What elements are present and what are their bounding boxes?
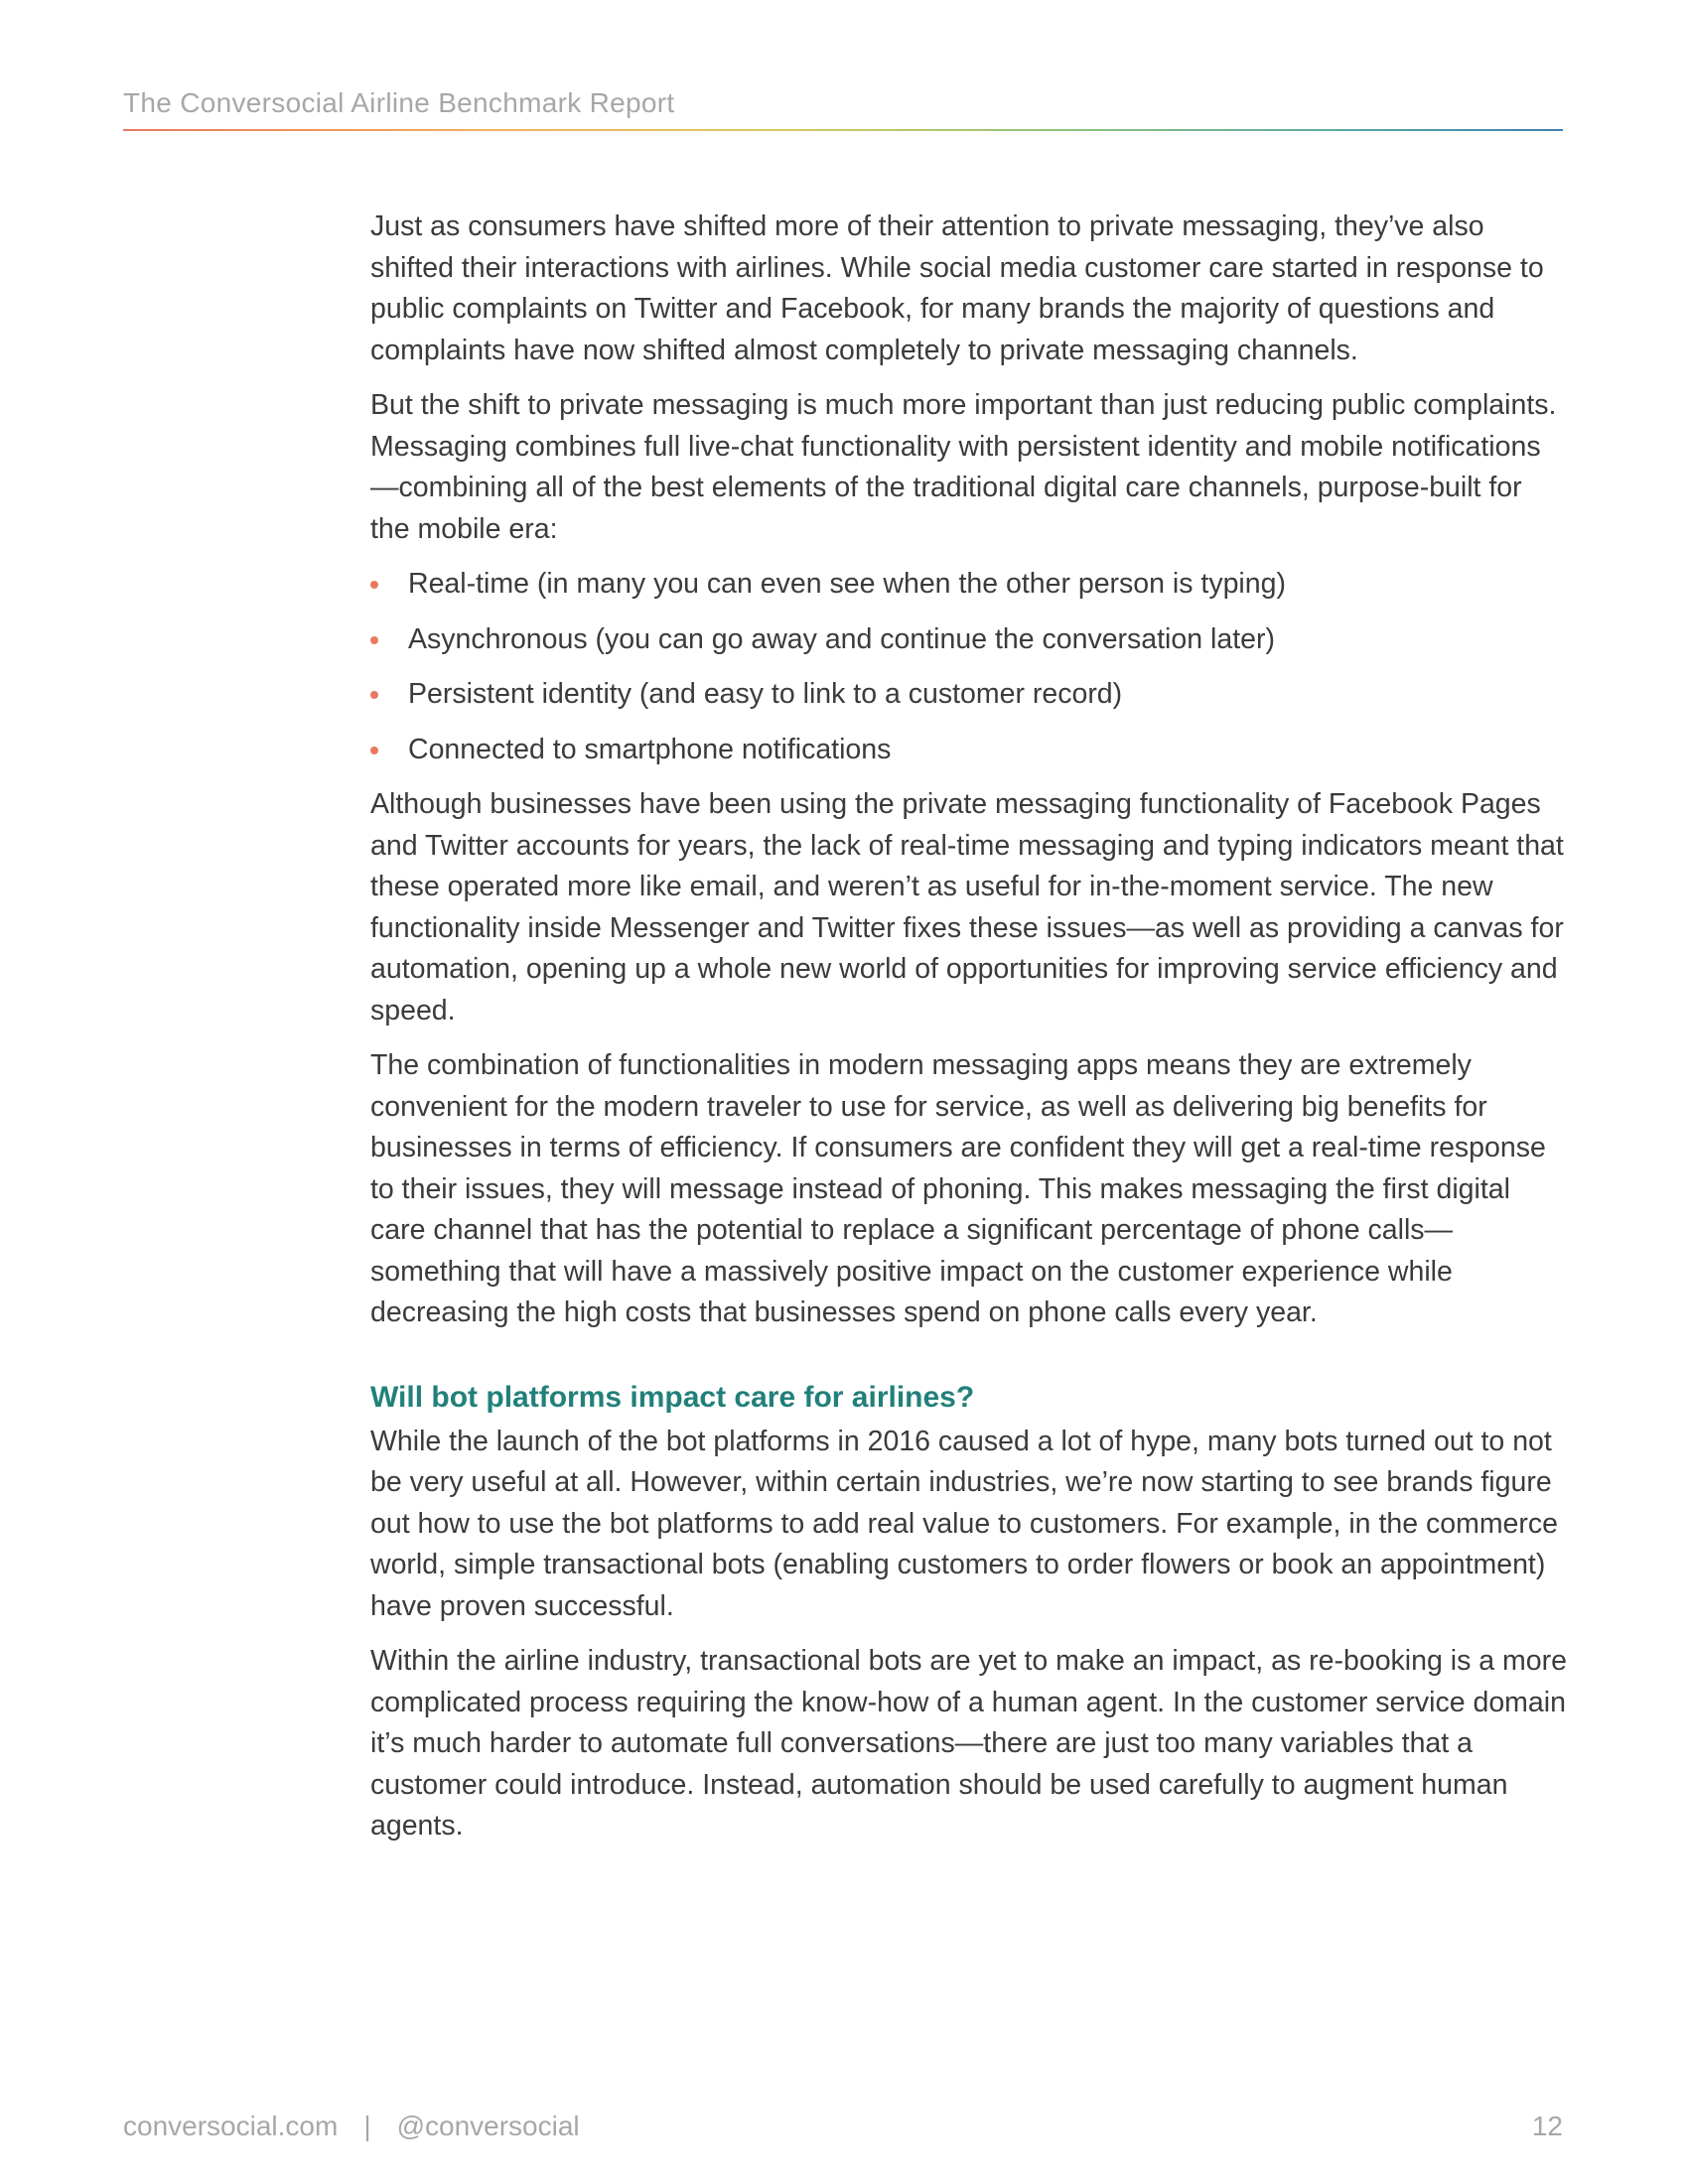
feature-list xyxy=(370,564,1567,770)
report-title: The Conversocial Airline Benchmark Report xyxy=(123,87,675,118)
bullet-icon xyxy=(370,747,378,754)
paragraph: Within the airline industry, transactional bots are yet to make an impact, as re-booking is a more complicated process requiring the know-how of a human agent. In the customer service domain it’s much harder to automate full conversations—there are just too many variables that a customer could introduce. Instead, automation should be used carefully to augment human agents. xyxy=(370,1645,1567,1842)
bullet-icon xyxy=(370,691,378,699)
header-divider xyxy=(123,129,1563,131)
website-link[interactable]: conversocial.com xyxy=(123,2111,339,2141)
list-item xyxy=(370,674,1567,716)
footer-links xyxy=(123,2107,580,2146)
paragraph: Just as consumers have shifted more of their attention to private messaging, they’ve also shifted their interactions with airlines. While social media customer care started in response to public complaints on Twitter and Facebook, for many brands the majority of questions and complaints have now shifted almost completely to private messaging channels. xyxy=(370,210,1544,366)
section-heading: Will bot platforms impact care for airlines? xyxy=(370,1380,975,1414)
bullet-icon xyxy=(370,581,378,589)
list-item xyxy=(370,730,1567,771)
social-handle-link[interactable]: @conversocial xyxy=(396,2111,580,2141)
paragraph: The combination of functionalities in modern messaging apps means they are extremely convenient for the modern traveler to use for service, as well as delivering big benefits for businesses in terms of efficiency. If consumers are confident they will get a real-time response to their issues, they will message instead of phoning. This makes messaging the first digital care channel that has the potential to replace a significant percentage of phone calls—something that will have a massively positive impact on the customer experience while decreasing the high costs that businesses spend on phone calls every year. xyxy=(370,1049,1546,1328)
list-item-text: Asynchronous (you can go away and continue the conversation later) xyxy=(408,622,1275,655)
main-content xyxy=(370,206,1567,1861)
footer-separator: | xyxy=(363,2111,371,2141)
page-number: 12 xyxy=(1531,2111,1563,2141)
paragraph: Although businesses have been using the private messaging functionality of Facebook Pages and Twitter accounts for years, the lack of real-time messaging and typing indicators meant that these operated more like email, and weren’t as useful for in-the-moment service. The new functionality inside Messenger and Twitter fixes these issues—as well as providing a canvas for automation, opening up a whole new world of opportunities for improving service efficiency and speed. xyxy=(370,788,1564,1026)
bullet-icon xyxy=(370,636,378,644)
paragraph: While the launch of the bot platforms in 2016 caused a lot of hype, many bots turned out to not be very useful at all. However, within certain industries, we’re now starting to see brands figure out how to use the bot platforms to add real value to customers. For example, in the commerce world, simple transactional bots (enabling customers to order flowers or book an appointment) have proven successful. xyxy=(370,1425,1558,1622)
list-item-text: Connected to smartphone notifications xyxy=(408,733,892,765)
list-item-text: Persistent identity (and easy to link to a customer record) xyxy=(408,678,1123,710)
paragraph: But the shift to private messaging is much more important than just reducing public complaints. Messaging combines full live-chat functionality with persistent identity and mobile notifications—combining all of the best elements of the traditional digital care channels, purpose-built for the mobile era: xyxy=(370,389,1557,545)
list-item xyxy=(370,564,1567,606)
list-item-text: Real-time (in many you can even see when the other person is typing) xyxy=(408,568,1286,600)
list-item xyxy=(370,619,1567,661)
page-header xyxy=(123,83,1563,131)
